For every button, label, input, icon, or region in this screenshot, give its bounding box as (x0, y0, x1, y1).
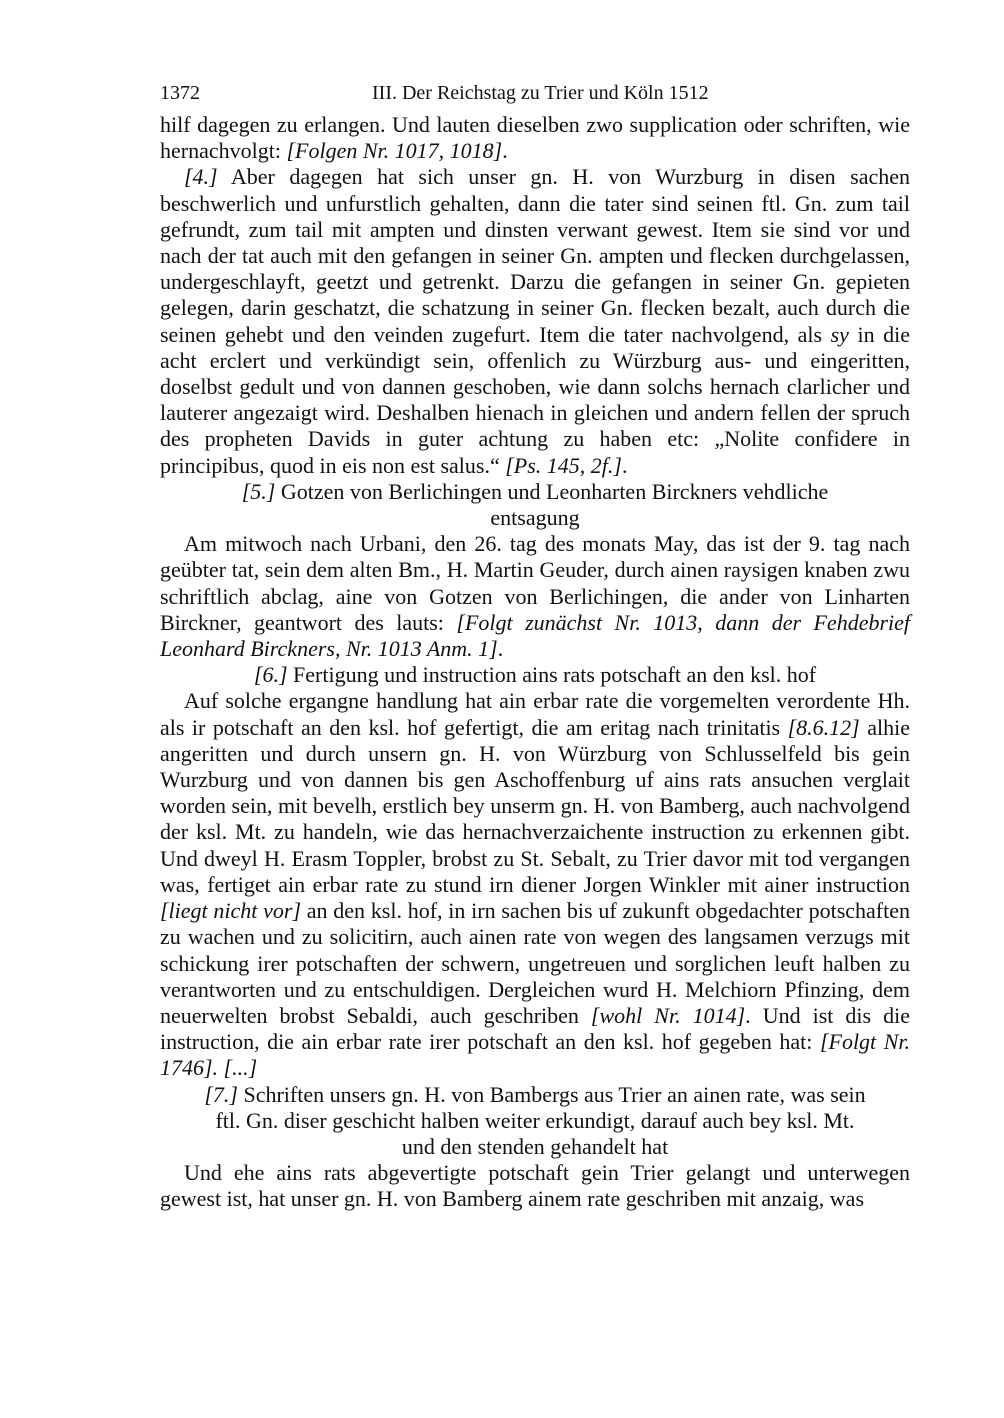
paragraph (160, 1160, 910, 1212)
editorial-note: [4.] (184, 164, 218, 190)
editorial-note: [liegt nicht vor] (160, 898, 302, 924)
body-text (160, 112, 910, 1213)
section-heading (160, 479, 910, 531)
text-run: Aber dagegen hat sich unser gn. H. von Wurzburg in disen sachen beschwerlich und unfurstlich gehalten, dann die tater sind seinen ftl. Gn. zum tail gefrundt, zum tail mit ampten und dinsten verwant gewest. Item sie sind vor und nach der tat auch mit den gefangen in seiner Gn. ampten und flecken durchgelassen, undergeschlayft, geetzt und getrenkt. Darzu die gefangen in seiner Gn. gepieten gelegen, darin geschatzt, die schatzung in seiner Gn. flecken bezalt, auch durch die seinen gehebt und den veinden zugefurt. Item die tater nachvolgend, als (160, 164, 910, 347)
section-heading (160, 1082, 910, 1161)
editorial-note: [Folgt Nr. 1746]. [...] (160, 1029, 910, 1081)
section-heading (160, 662, 910, 688)
text-run: Gotzen von Berlichingen und Leonharten Birckners vehdliche entsagung (275, 478, 829, 531)
text-run: Fertigung und instruction ains rats potschaft an den ksl. hof (287, 662, 817, 688)
running-title: III. Der Reichstag zu Trier und Köln 1512 (372, 82, 709, 104)
text-run: Schriften unsers gn. H. von Bambergs aus Trier an ainen rate, was sein ftl. Gn. diser geschicht halben weiter erkundigt, darauf auch bey ksl. Mt. und den stenden gehandelt hat (215, 1081, 866, 1159)
text-run: . (622, 452, 628, 478)
text-run: hilf dagegen zu erlangen. Und lauten dieselben zwo supplication oder schriften, wie hernachvolgt: (160, 112, 910, 164)
text-run: . (502, 138, 508, 164)
paragraph (160, 112, 910, 164)
editorial-note: [Folgt zunächst Nr. 1013, dann der Fehdebrief Leonhard Birckners, Nr. 1013 Anm. 1] (160, 609, 911, 662)
editorial-note: [6.] (253, 662, 288, 688)
text-run: Am mitwoch nach Urbani, den 26. tag des monats May, das ist der 9. tag nach geübter tat, sein dem alten Bm., H. Martin Geuder, durch ainen raysigen knaben zwu schriftlich abclag, aine von Gotzen von Berlichingen, die ander von Linharten Birckner, geantwort des lauts: (160, 531, 910, 635)
paragraph (160, 688, 910, 1081)
text-run: an den ksl. hof, in irn sachen bis uf zukunft obgedachter potschaften zu wachen und zu solicitirn, auch ainen rate von wegen des langsamen verzugs mit schickung irer potschaften der schwern, ungetreuen und sorglichen leuft halben zu verantworten und zu entschuldigen. Dergleichen wurd H. Melchiorn Pfinzing, dem neuerwelten brobst Sebaldi, auch geschriben (160, 898, 910, 1028)
editorial-note: [5.] (241, 478, 276, 504)
text-run: Auf solche ergangne handlung hat ain erbar rate die vorgemelten verordente Hh. als ir potschaft an den ksl. hof gefertigt, die am eritag nach trinitatis (160, 688, 910, 740)
text-run: alhie angeritten und durch unsern gn. H. von Würzburg von Schlusselfeld bis gein Wurzburg und von dannen bis gen Aschoffenburg uf ains rats ansuchen verglait worden sein, mit bevelh, erstlich bey unserm gn. H. von Bamberg, auch nachvolgend der ksl. Mt. zu handeln, wie das hernachverzaichente instruction zu erkennen gibt. Und dweyl H. Erasm Toppler, brobst zu St. Sebalt, zu Trier davor mit tod vergangen was, fertiget ain erbar rate zu stund irn diener Jorgen Winkler mit ainer instruction (160, 714, 910, 897)
editorial-note: [Ps. 145, 2f.] (505, 452, 622, 478)
text-run: Und ehe ains rats abgevertigte potschaft gein Trier gelangt und unterwegen gewest ist, hat unser gn. H. von Bamberg ainem rate geschriben mit anzaig, was (160, 1160, 910, 1212)
editorial-note: [8.6.12] (787, 714, 860, 740)
editorial-note: [Folgen Nr. 1017, 1018] (286, 138, 503, 164)
text-run: . (497, 636, 504, 662)
editorial-note: [wohl Nr. 1014] (590, 1002, 746, 1028)
text-run: . Und ist dis die instruction, die ain erbar rate irer potschaft an den ksl. hof gegeben hat: (160, 1002, 910, 1055)
editorial-note: sy (830, 321, 849, 347)
paragraph (160, 531, 910, 662)
text-run: in die acht erclert und verkündigt sein, offenlich zu Würzburg aus- und eingeritten, doselbst gedult und von dannen geschoben, wie dann solchs hernach clarlicher und lauterer angezaigt wird. Deshalben hienach in gleichen und andern fellen der spruch des propheten Davids in guter achtung zu haben etc: „Nolite confidere in principibus, quod in eis non est salus.“ (160, 321, 910, 478)
page-number: 1372 (160, 82, 200, 104)
running-head (160, 78, 910, 112)
document-page (160, 78, 910, 1213)
paragraph (160, 164, 910, 478)
editorial-note: [7.] (204, 1081, 238, 1107)
